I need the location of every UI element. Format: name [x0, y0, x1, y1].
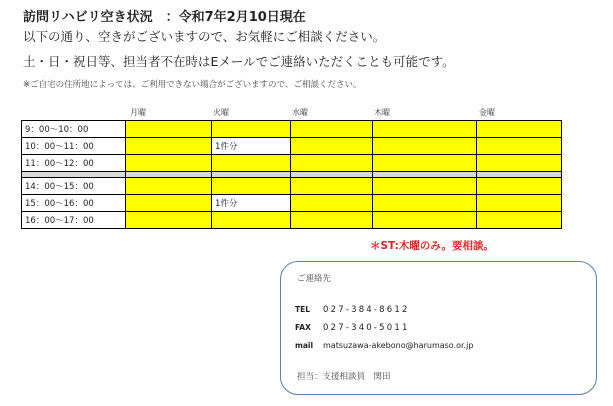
slot-cell: [291, 212, 373, 229]
st-note: ＊ST:木曜のみ。要相談。: [370, 240, 494, 252]
slot-cell: [126, 121, 212, 138]
table-row: [22, 155, 562, 172]
intro-text: 以下の通り、空きがございますので、お気軽にご相談ください。: [23, 29, 386, 44]
slot-cell: [126, 212, 212, 229]
slot-cell: [212, 121, 291, 138]
slot-cell: [126, 178, 212, 195]
table-row: [22, 138, 562, 155]
fax-label: FAX: [295, 323, 311, 332]
time-slot: 14：00～15：00: [22, 178, 126, 195]
table-row: [22, 195, 562, 212]
table-row: [22, 178, 562, 195]
slot-cell: [212, 195, 291, 212]
slot-cell: [212, 155, 291, 172]
day-header-fri: 金曜: [479, 108, 495, 117]
slot-cell: [373, 212, 477, 229]
slot-cell: [373, 178, 477, 195]
contact-heading: ご連絡先: [297, 274, 332, 284]
table-row: [22, 121, 562, 138]
tel-row: [295, 305, 410, 315]
day-header-thu: 木曜: [374, 108, 390, 117]
slot-cell: [291, 121, 373, 138]
slot-cell: [212, 138, 291, 155]
tel-number[interactable]: 027-384-8612: [323, 305, 410, 315]
slot-cell: [291, 195, 373, 212]
slot-cell: [373, 195, 477, 212]
tel-label: TEL: [295, 305, 311, 314]
address-note: ※ご自宅の住所地によっては、ご利用できない場合がございますので、ご相談ください。: [23, 80, 362, 90]
day-header-mon: 月曜: [130, 108, 146, 117]
time-slot: 15：00～16：00: [22, 195, 126, 212]
slot-cell: [126, 155, 212, 172]
slot-cell: [477, 155, 562, 172]
slot-cell: [477, 195, 562, 212]
slot-cell: [373, 121, 477, 138]
fax-number: 027-340-5011: [323, 323, 410, 333]
slot-cell: [373, 138, 477, 155]
day-header-tue: 火曜: [213, 108, 229, 117]
slot-cell: [477, 121, 562, 138]
slot-cell: [212, 178, 291, 195]
time-slot: 10：00～11：00: [22, 138, 126, 155]
time-slot: 11：00～12：00: [22, 155, 126, 172]
slot-cell: [477, 138, 562, 155]
mail-label: mail: [295, 341, 314, 350]
slot-cell: [212, 212, 291, 229]
fax-row: [295, 323, 410, 333]
slot-cell: [477, 212, 562, 229]
slot-cell: [291, 155, 373, 172]
slot-cell: [373, 155, 477, 172]
staff-name: 担当：支援相談員 関田: [297, 372, 391, 382]
mail-address[interactable]: matsuzawa-akebono@harumaso.or.jp: [323, 341, 474, 350]
availability-table: [21, 120, 562, 229]
day-header-wed: 水曜: [292, 108, 308, 117]
page-title: 訪問リハビリ空き状況 ：令和7年2月10日現在: [23, 10, 306, 25]
slot-cell: [291, 178, 373, 195]
time-slot: 9：00～10：00: [22, 121, 126, 138]
slot-cell: [291, 138, 373, 155]
slot-count: 1件分: [215, 199, 238, 209]
time-slot: 16：00～17：00: [22, 212, 126, 229]
slot-cell: [477, 178, 562, 195]
contact-box: [280, 261, 597, 395]
slot-count: 1件分: [215, 142, 238, 152]
slot-cell: [126, 195, 212, 212]
table-row: [22, 212, 562, 229]
contact-info-text: 土・日・祝日等、担当者不在時はEメールでご連絡いただくことも可能です。: [23, 54, 455, 69]
slot-cell: [126, 138, 212, 155]
mail-row: [295, 341, 473, 351]
